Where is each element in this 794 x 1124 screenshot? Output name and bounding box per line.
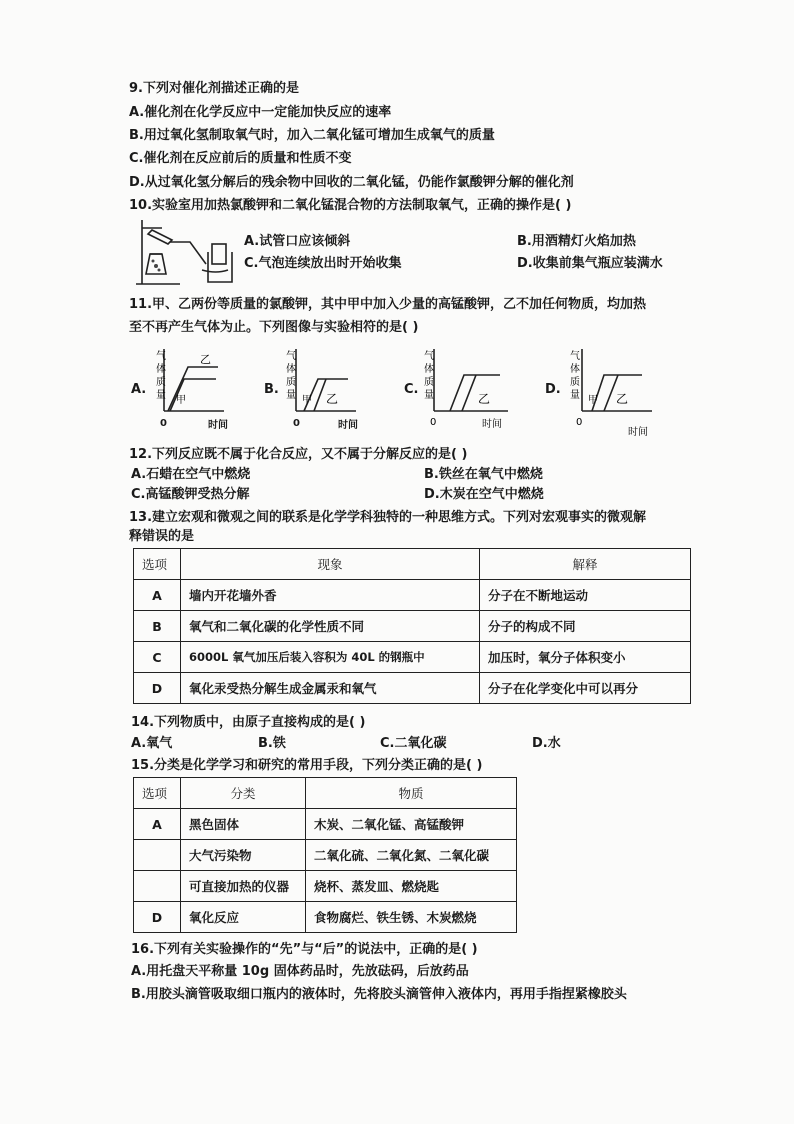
- table-row: [134, 840, 517, 871]
- graph-d-xlabel: 时间: [628, 427, 648, 438]
- q15-header-substance: 物质: [306, 778, 517, 809]
- q14-option-d: D.水: [532, 736, 561, 751]
- graph-c: [420, 345, 520, 435]
- q13-table-header: [134, 549, 691, 580]
- q15-row-a-substance: 木炭、二氧化锰、高锰酸钾: [306, 809, 517, 840]
- q15-row-c-substance: 烧杯、蒸发皿、燃烧匙: [306, 871, 517, 902]
- q15-row-a-option: A: [134, 809, 181, 840]
- q15-row-d-option: D: [134, 902, 181, 933]
- graph-d: [562, 345, 662, 440]
- table-row: [134, 580, 691, 611]
- graph-d-ylabel-2: 体: [570, 364, 580, 375]
- graph-d-yi: 乙: [616, 392, 629, 406]
- q13-row-d-phenomenon: 氧化汞受热分解生成金属汞和氧气: [181, 673, 480, 704]
- q11-stem-line1: 11.甲、乙两份等质量的氯酸钾，其中甲中加入少量的高锰酸钾，乙不加任何物质，均加热: [129, 297, 647, 312]
- q9-option-b: B.用过氧化氢制取氧气时，加入二氧化锰可增加生成氧气的质量: [129, 128, 495, 143]
- lab-apparatus-diagram: [128, 214, 236, 290]
- q15-row-a-category: 黑色固体: [181, 809, 306, 840]
- graph-c-ylabel-4: 量: [424, 390, 434, 401]
- q13-row-d-explanation: 分子在化学变化中可以再分: [480, 673, 691, 704]
- q13-row-b-phenomenon: 氧气和二氧化碳的化学性质不同: [181, 611, 480, 642]
- q13-row-b-option: B: [134, 611, 181, 642]
- graph-b-ylabel-1: 气: [286, 351, 296, 362]
- q15-row-b-option: [134, 840, 181, 871]
- graph-c-ylabel-1: 气: [424, 351, 434, 362]
- graph-c-ylabel-2: 体: [424, 364, 434, 375]
- graph-d-ylabel-4: 量: [570, 390, 580, 401]
- q15-row-c-option: [134, 871, 181, 902]
- table-row: [134, 673, 691, 704]
- q16-option-b: B.用胶头滴管吸取细口瓶内的液体时，先将胶头滴管伸入液体内，再用手指捏紧橡胶头: [131, 987, 627, 1002]
- graph-a-xlabel: 时间: [208, 420, 228, 431]
- q10-option-b: B.用酒精灯火焰加热: [517, 234, 636, 249]
- q13-row-d-option: D: [134, 673, 181, 704]
- graph-c-label: C.: [404, 382, 419, 397]
- q15-header-category: 分类: [181, 778, 306, 809]
- q15-stem: 15.分类是化学学习和研究的常用手段，下列分类正确的是( ): [131, 758, 483, 773]
- q13-header-option: 选项: [134, 549, 181, 580]
- q14-stem: 14.下列物质中，由原子直接构成的是( ): [131, 715, 366, 730]
- table-row: [134, 809, 517, 840]
- q14-option-a: A.氧气: [131, 736, 173, 751]
- graph-c-origin: 0: [430, 417, 437, 428]
- graph-b-ylabel-2: 体: [286, 364, 296, 375]
- q15-header-option: 选项: [134, 778, 181, 809]
- q9-option-a: A.催化剂在化学反应中一定能加快反应的速率: [129, 105, 392, 120]
- q13-header-explanation: 解释: [480, 549, 691, 580]
- q13-row-b-explanation: 分子的构成不同: [480, 611, 691, 642]
- q13-row-c-option: C: [134, 642, 181, 673]
- q15-table-header: [134, 778, 517, 809]
- q9-stem: 9.下列对催化剂描述正确的是: [129, 81, 299, 96]
- q12-option-d: D.木炭在空气中燃烧: [424, 487, 544, 502]
- graph-d-ylabel-1: 气: [570, 351, 580, 362]
- graph-a-ylabel-1: 气: [156, 351, 166, 362]
- q14-option-c: C.二氧化碳: [380, 736, 447, 751]
- q10-option-a: A.试管口应该倾斜: [244, 234, 351, 249]
- q16-stem: 16.下列有关实验操作的“先”与“后”的说法中，正确的是( ): [131, 942, 478, 957]
- q13-row-a-phenomenon: 墙内开花墙外香: [181, 580, 480, 611]
- q15-row-b-substance: 二氧化硫、二氧化氮、二氧化碳: [306, 840, 517, 871]
- table-row: [134, 642, 691, 673]
- graph-a-ylabel-3: 质: [156, 377, 166, 388]
- graph-a-yi: 乙: [200, 353, 211, 366]
- graph-a-ylabel-4: 量: [156, 390, 166, 401]
- q13-row-a-option: A: [134, 580, 181, 611]
- q9-option-c: C.催化剂在反应前后的质量和性质不变: [129, 151, 352, 166]
- graph-b-yi: 乙: [326, 392, 339, 406]
- graph-b-xlabel: 时间: [338, 420, 358, 431]
- graph-b-jia: 甲: [302, 395, 312, 406]
- graph-a-label: A.: [131, 382, 147, 397]
- q16-option-a: A.用托盘天平称量 10g 固体药品时，先放砝码，后放药品: [131, 964, 469, 979]
- q10-stem: 10.实验室用加热氯酸钾和二氧化锰混合物的方法制取氧气，正确的操作是( ): [129, 198, 572, 213]
- q13-table: [133, 548, 691, 704]
- q12-option-a: A.石蜡在空气中燃烧: [131, 467, 251, 482]
- table-row: [134, 871, 517, 902]
- q10-option-d: D.收集前集气瓶应装满水: [517, 256, 663, 271]
- graph-c-yi: 乙: [478, 392, 491, 406]
- q15-row-d-substance: 食物腐烂、铁生锈、木炭燃烧: [306, 902, 517, 933]
- q13-row-a-explanation: 分子在不断地运动: [480, 580, 691, 611]
- graph-d-label: D.: [545, 382, 561, 397]
- q14-option-b: B.铁: [258, 736, 286, 751]
- q10-option-c: C.气泡连续放出时开始收集: [244, 256, 402, 271]
- q15-row-d-category: 氧化反应: [181, 902, 306, 933]
- q13-row-c-explanation: 加压时，氧分子体积变小: [480, 642, 691, 673]
- q12-stem: 12.下列反应既不属于化合反应，又不属于分解反应的是( ): [129, 447, 468, 462]
- graph-b-label: B.: [264, 382, 279, 397]
- graph-d-jia: 甲: [588, 395, 598, 406]
- q15-table: [133, 777, 517, 933]
- graph-c-ylabel-3: 质: [424, 377, 434, 388]
- q9-option-d: D.从过氧化氢分解后的残余物中回收的二氧化锰，仍能作氯酸钾分解的催化剂: [129, 175, 574, 190]
- graph-b-ylabel-3: 质: [286, 377, 296, 388]
- q13-row-c-phenomenon: 6000L 氧气加压后装入容积为 40L 的钢瓶中: [181, 642, 480, 673]
- graph-c-xlabel: 时间: [482, 419, 502, 430]
- graph-a-ylabel-2: 体: [156, 364, 166, 375]
- q15-row-c-category: 可直接加热的仪器: [181, 871, 306, 902]
- graph-b-origin: 0: [293, 418, 300, 429]
- table-row: [134, 611, 691, 642]
- graph-a-jia: 甲: [176, 395, 186, 406]
- q12-option-c: C.高锰酸钾受热分解: [131, 487, 250, 502]
- q11-stem-line2: 至不再产生气体为止。下列图像与实验相符的是( ): [129, 320, 419, 335]
- q13-stem-line2: 释错误的是: [129, 529, 195, 544]
- q13-header-phenomenon: 现象: [181, 549, 480, 580]
- graph-d-ylabel-3: 质: [570, 377, 580, 388]
- q13-stem-line1: 13.建立宏观和微观之间的联系是化学学科独特的一种思维方式。下列对宏观事实的微观解: [129, 510, 647, 525]
- graph-a-origin: 0: [160, 418, 167, 429]
- graph-b-ylabel-4: 量: [286, 390, 296, 401]
- q12-option-b: B.铁丝在氧气中燃烧: [424, 467, 543, 482]
- graph-d-origin: 0: [576, 417, 583, 428]
- q15-row-b-category: 大气污染物: [181, 840, 306, 871]
- table-row: [134, 902, 517, 933]
